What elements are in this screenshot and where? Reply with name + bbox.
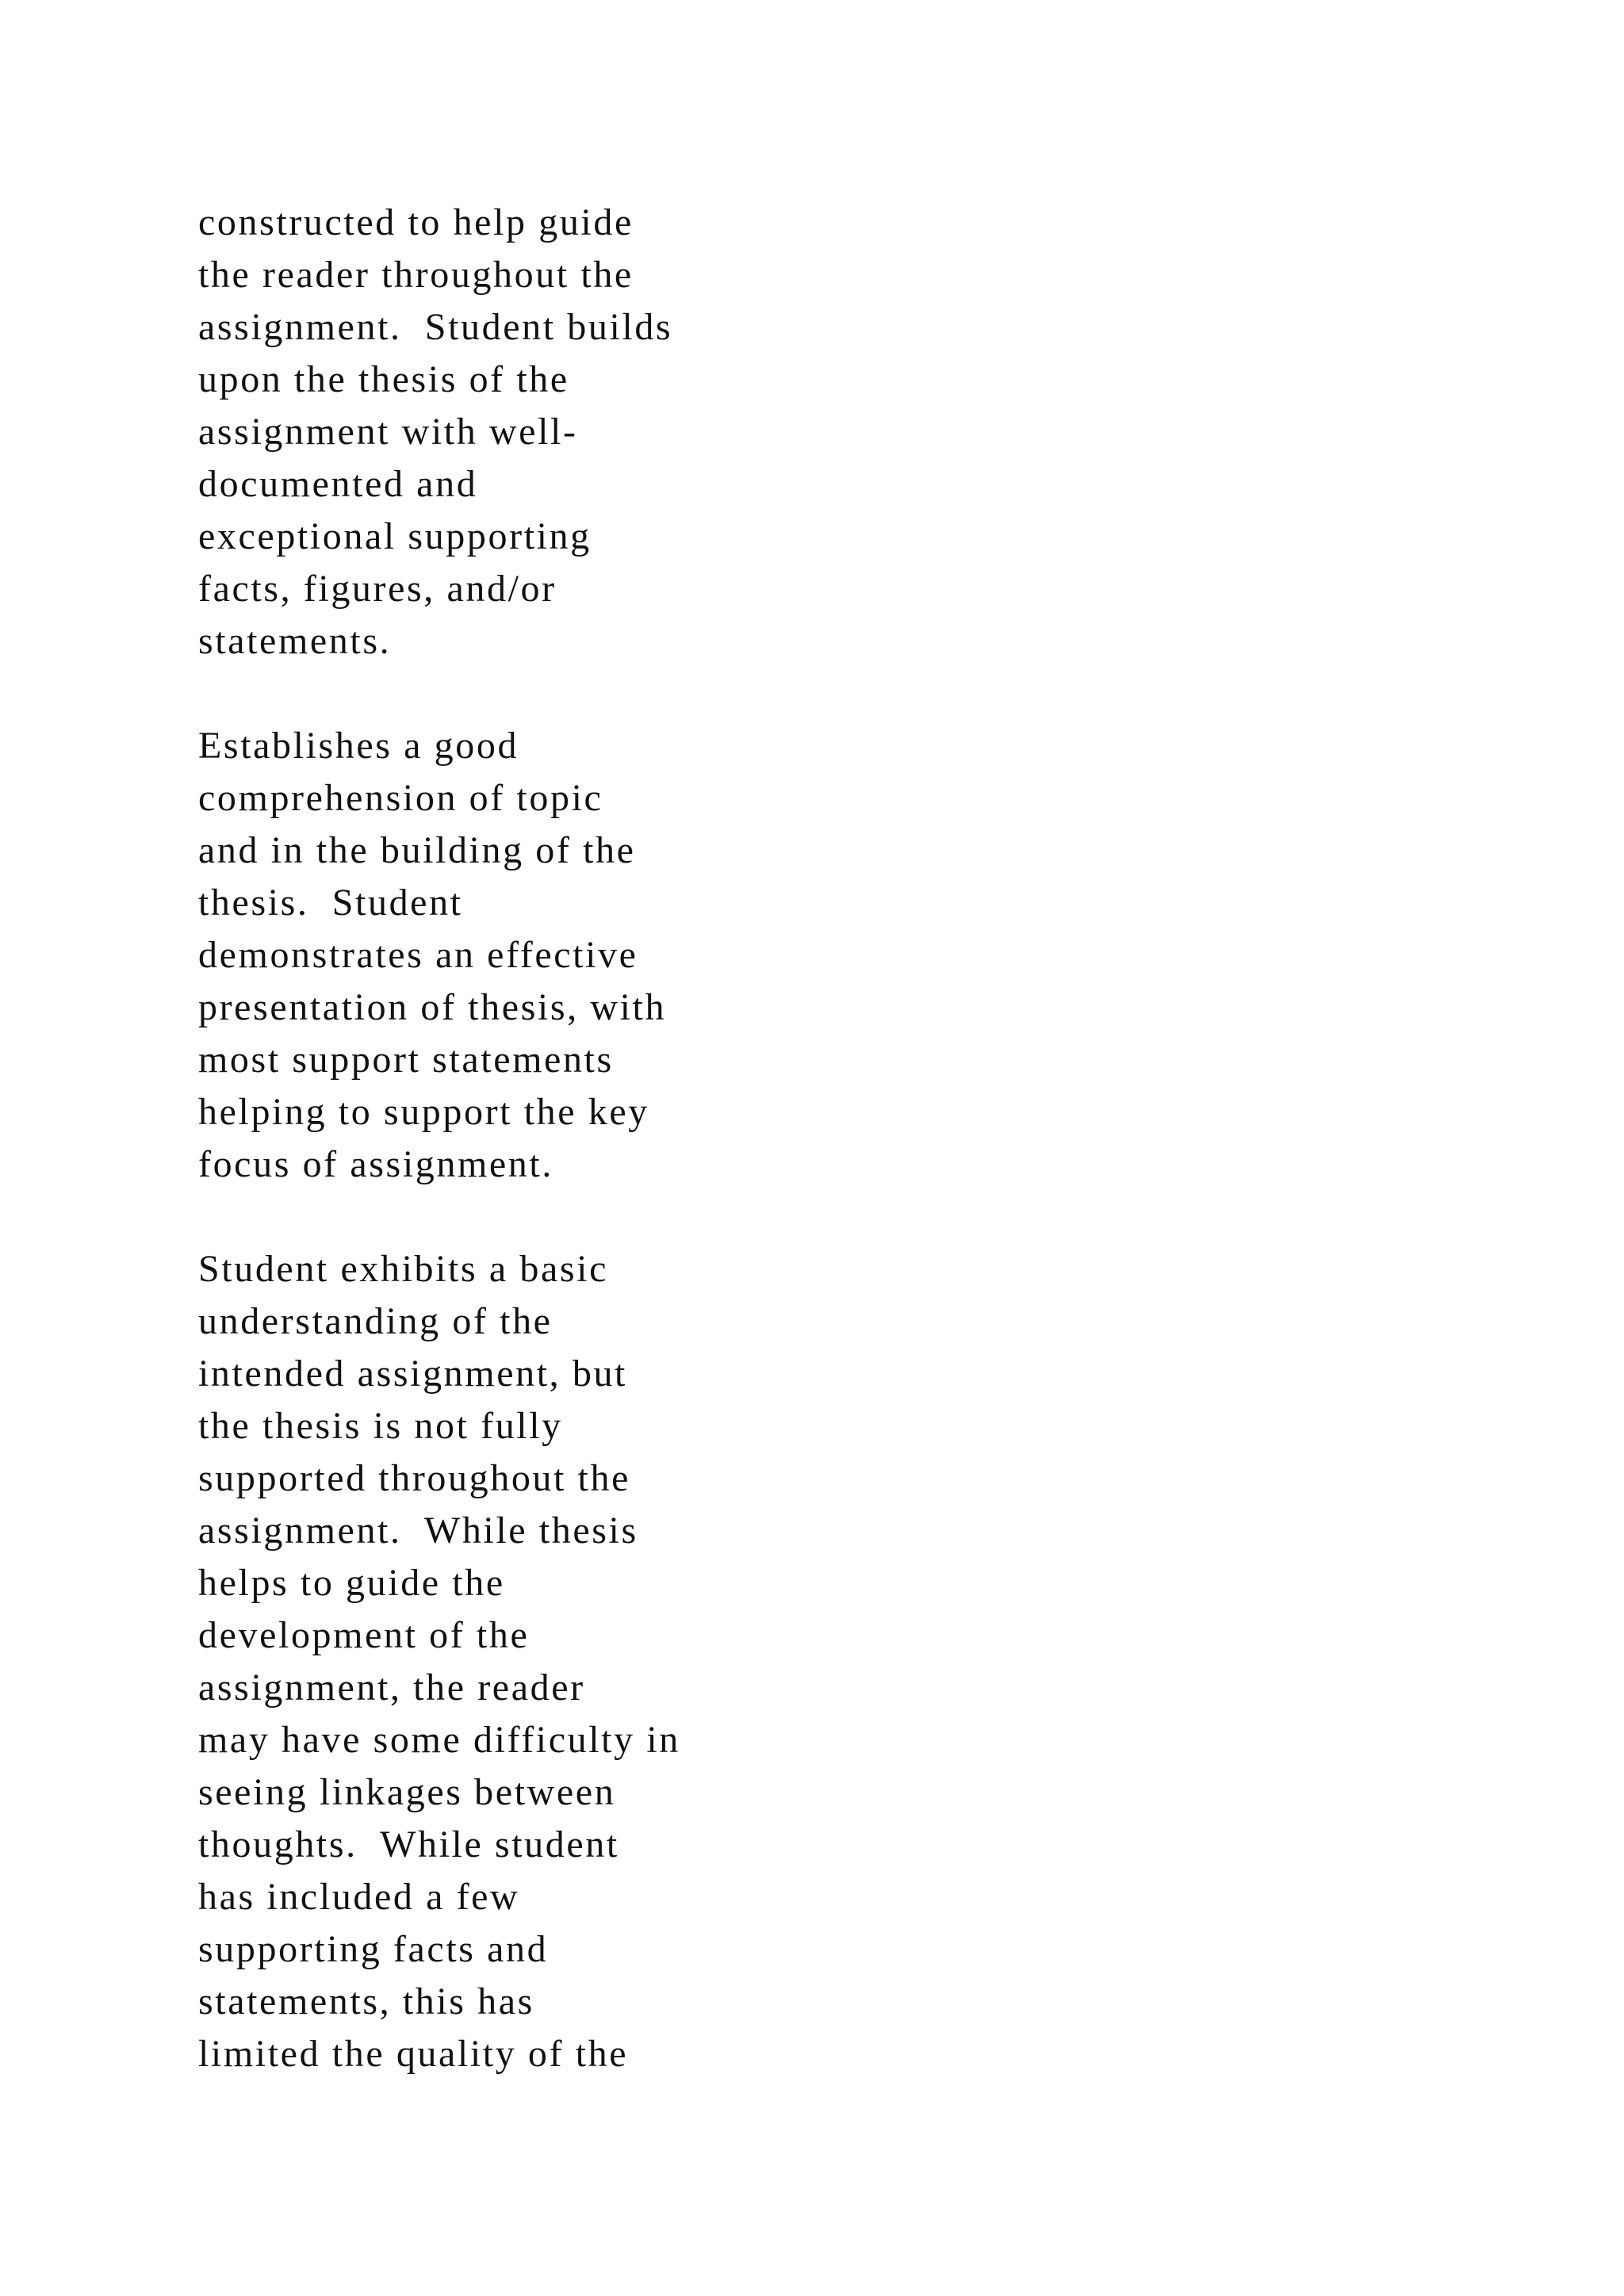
paragraph-spacer — [198, 1191, 991, 1243]
text-line: thesis. Student — [198, 882, 463, 924]
text-line: Student exhibits a basic — [198, 1248, 608, 1290]
text-line: exceptional supporting — [198, 515, 592, 557]
paragraph-1 — [198, 197, 991, 668]
text-line: supporting facts and — [198, 1928, 549, 1970]
text-line: limited the quality of the — [198, 2033, 629, 2075]
text-line: assignment. Student builds — [198, 306, 673, 348]
text-line: the reader throughout the — [198, 254, 634, 296]
text-line: assignment, the reader — [198, 1667, 585, 1709]
text-column — [198, 197, 991, 2080]
text-line: focus of assignment. — [198, 1143, 553, 1185]
text-line: demonstrates an effective — [198, 934, 638, 976]
text-line: helping to support the key — [198, 1091, 649, 1133]
text-line: upon the thesis of the — [198, 358, 569, 400]
text-line: helps to guide the — [198, 1562, 505, 1604]
paragraph-2 — [198, 720, 991, 1191]
text-line: assignment with well- — [198, 411, 578, 453]
text-line: presentation of thesis, with — [198, 986, 667, 1028]
text-line: facts, figures, and/or — [198, 568, 557, 610]
text-line: may have some difficulty in — [198, 1719, 680, 1761]
paragraph-3 — [198, 1243, 991, 2080]
text-line: constructed to help guide — [198, 201, 634, 243]
text-line: supported throughout the — [198, 1457, 631, 1499]
text-line: assignment. While thesis — [198, 1510, 638, 1552]
text-line: intended assignment, but — [198, 1353, 627, 1395]
text-line: thoughts. While student — [198, 1823, 619, 1866]
text-line: the thesis is not fully — [198, 1405, 563, 1447]
text-line: seeing linkages between — [198, 1771, 616, 1813]
text-line: Establishes a good — [198, 725, 519, 767]
text-line: development of the — [198, 1614, 530, 1656]
text-line: and in the building of the — [198, 829, 636, 871]
text-line: comprehension of topic — [198, 777, 603, 819]
text-line: statements, this has — [198, 1980, 534, 2022]
text-line: statements. — [198, 620, 392, 662]
text-line: has included a few — [198, 1876, 520, 1918]
text-line: documented and — [198, 463, 478, 505]
text-line: most support statements — [198, 1039, 614, 1081]
paragraph-spacer — [198, 668, 991, 720]
text-line: understanding of the — [198, 1300, 553, 1342]
